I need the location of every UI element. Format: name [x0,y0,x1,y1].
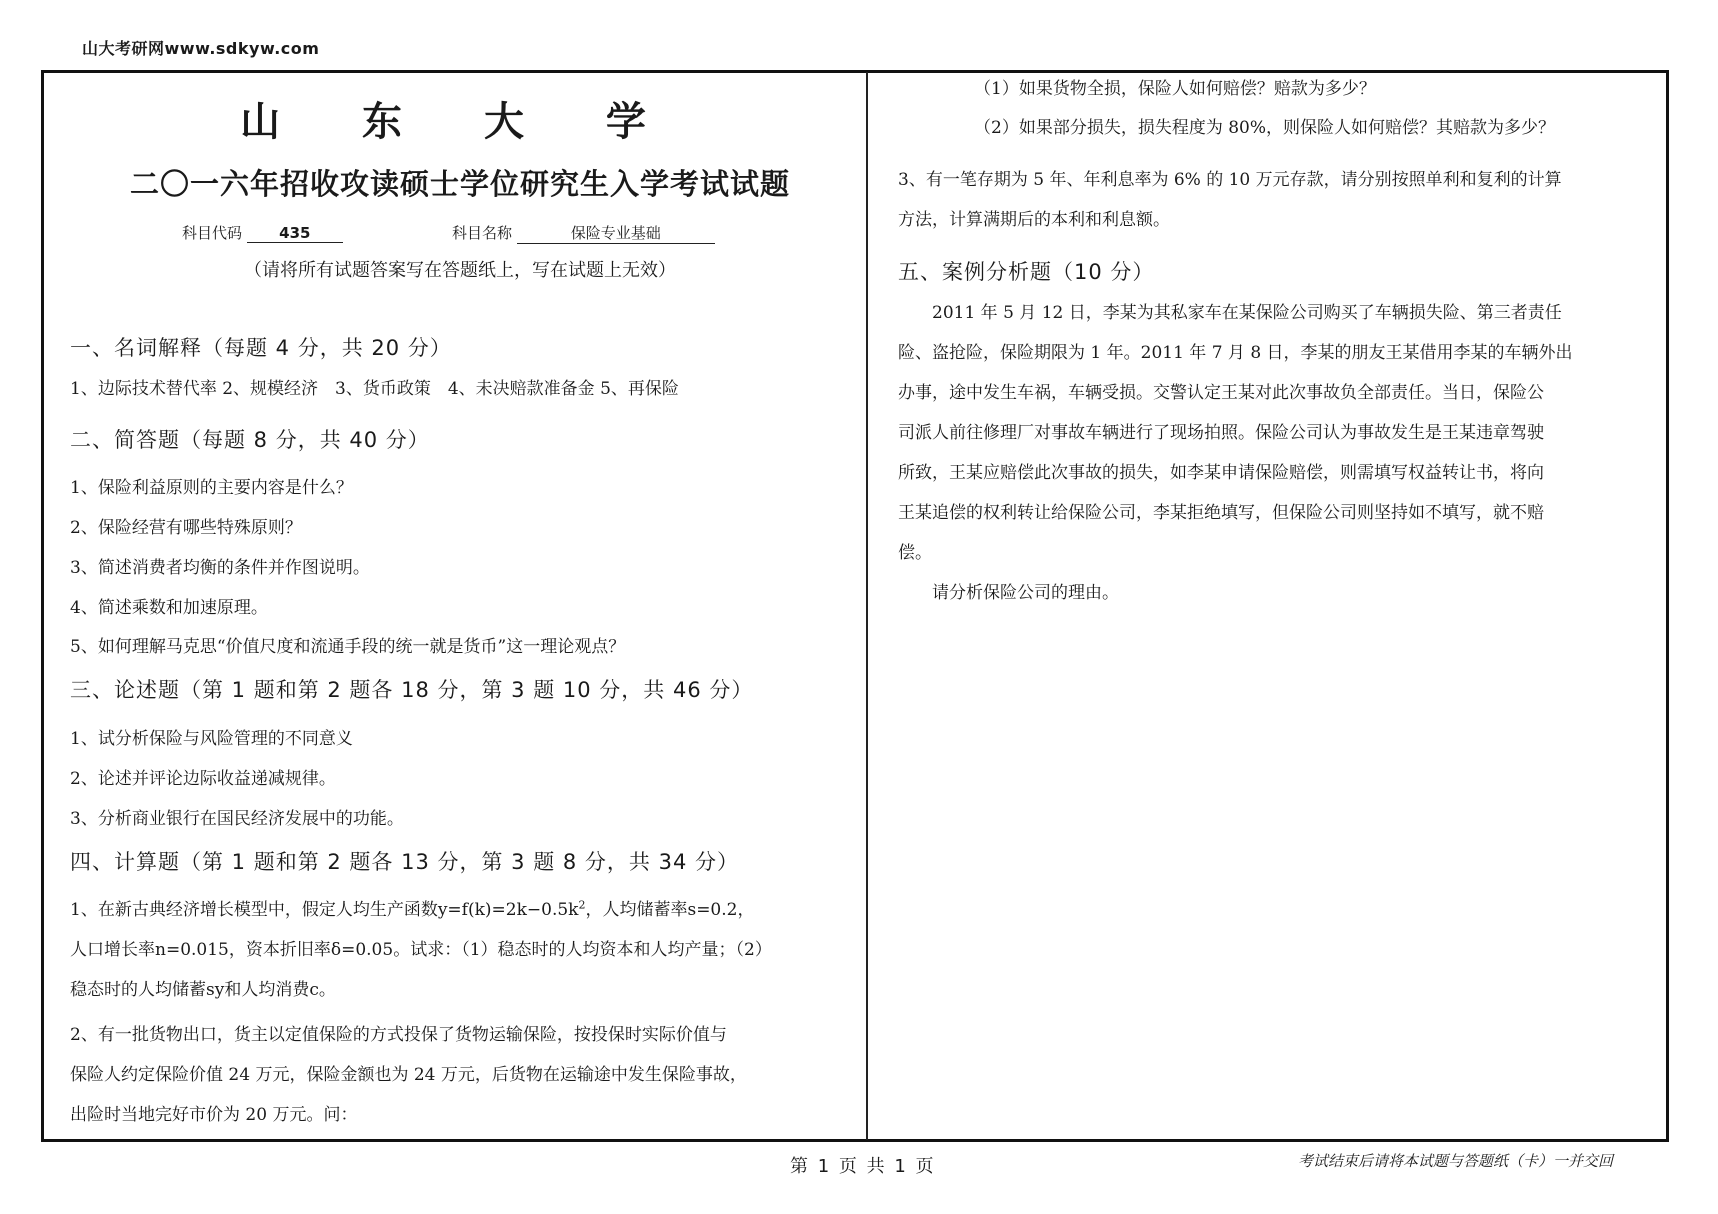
section-4-q2-line1: 2、有一批货物出口，货主以定值保险的方式投保了货物运输保险，按投保时实际价值与 [70,1025,727,1045]
section-1-terms: 1、边际技术替代率 2、规模经济 3、货币政策 4、未决赔款准备金 5、再保险 [70,379,679,399]
subject-code-label: 科目代码 [182,224,243,242]
case-line: 偿。 [898,543,932,563]
section-4-q1-line2: 人口增长率n=0.015，资本折旧率δ=0.05。试求：（1）稳态时的人均资本和人均产量；（2） [70,940,772,960]
section-4-q3-line2: 方法，计算满期后的本利和利息额。 [898,210,1170,230]
case-line: 王某追偿的权利转让给保险公司，李某拒绝填写，但保险公司则坚持如不填写，就不赔 [898,503,1544,523]
case-line: 2011 年 5 月 12 日，李某为其私家车在某保险公司购买了车辆损失险、第三者责任 [898,303,1562,323]
section-2-item: 4、简述乘数和加速原理。 [70,598,268,618]
section-4-title: 四、计算题（第 1 题和第 2 题各 13 分，第 3 题 8 分，共 34 分） [70,850,739,874]
subject-name [452,222,715,244]
answer-notice: （请将所有试题答案写在答题纸上，写在试题上无效） [244,260,676,281]
case-line: 险、盗抢险，保险期限为 1 年。2011 年 7 月 8 日，李某的朋友王某借用李某的车辆外出 [898,343,1573,363]
section-3-item: 3、分析商业银行在国民经济发展中的功能。 [70,809,404,829]
page-number: 第 1 页 共 1 页 [790,1156,936,1177]
case-line: 司派人前往修理厂对事故车辆进行了现场拍照。保险公司认为事故发生是王某违章驾驶 [898,423,1544,443]
case-question: 请分析保险公司的理由。 [898,583,1119,603]
q1-exponent: 2 [578,898,586,912]
q1-text-a: 1、在新古典经济增长模型中，假定人均生产函数y=f(k)=2k−0.5k [70,900,579,920]
section-1-title: 一、名词解释（每题 4 分，共 20 分） [70,336,452,360]
section-4-q2-sub2: （2）如果部分损失，损失程度为 80%，则保险人如何赔偿？其赔款为多少？ [974,118,1556,138]
section-2-item: 3、简述消费者均衡的条件并作图说明。 [70,558,370,578]
section-4-q1-line3: 稳态时的人均储蓄sy和人均消费c。 [70,980,336,1000]
section-2-item: 5、如何理解马克思“价值尺度和流通手段的统一就是货币”这一理论观点？ [70,637,626,657]
subject-code-value: 435 [247,224,343,243]
section-5-title: 五、案例分析题（10 分） [898,260,1155,284]
site-watermark: 山大考研网www.sdkyw.com [82,39,320,58]
section-2-item: 2、保险经营有哪些特殊原则？ [70,518,302,538]
section-4-q2-line2: 保险人约定保险价值 24 万元，保险金额也为 24 万元，后货物在运输途中发生保险事故， [70,1065,747,1085]
subject-name-label: 科目名称 [452,224,513,242]
section-2-title: 二、简答题（每题 8 分，共 40 分） [70,428,430,452]
case-line: 所致，王某应赔偿此次事故的损失，如李某申请保险赔偿，则需填写权益转让书，将向 [898,463,1544,483]
university-name: 山 东 大 学 [240,99,680,145]
footer-note: 考试结束后请将本试题与答题纸（卡）一并交回 [1298,1152,1614,1170]
section-2-item: 1、保险利益原则的主要内容是什么？ [70,478,353,498]
q1-text-b: ，人均储蓄率s=0.2， [585,900,755,920]
subject-name-value: 保险专业基础 [517,222,715,244]
subject-code [182,222,343,243]
section-4-q1-line1 [70,895,754,920]
case-line: 办事，途中发生车祸，车辆受损。交警认定王某对此次事故负全部责任。当日，保险公 [898,383,1544,403]
section-3-item: 2、论述并评论边际收益递减规律。 [70,769,336,789]
section-4-q2-sub1: （1）如果货物全损，保险人如何赔偿？赔款为多少？ [974,79,1376,99]
section-4-q2-line3: 出险时当地完好市价为 20 万元。问： [70,1105,358,1125]
column-divider [866,72,868,1140]
section-3-title: 三、论述题（第 1 题和第 2 题各 18 分，第 3 题 10 分，共 46 分） [70,678,754,702]
section-3-item: 1、试分析保险与风险管理的不同意义 [70,729,353,749]
section-4-q3-line1: 3、有一笔存期为 5 年、年利息率为 6% 的 10 万元存款，请分别按照单利和复利的计算 [898,170,1562,190]
exam-title: 二〇一六年招收攻读硕士学位研究生入学考试试题 [129,167,790,201]
